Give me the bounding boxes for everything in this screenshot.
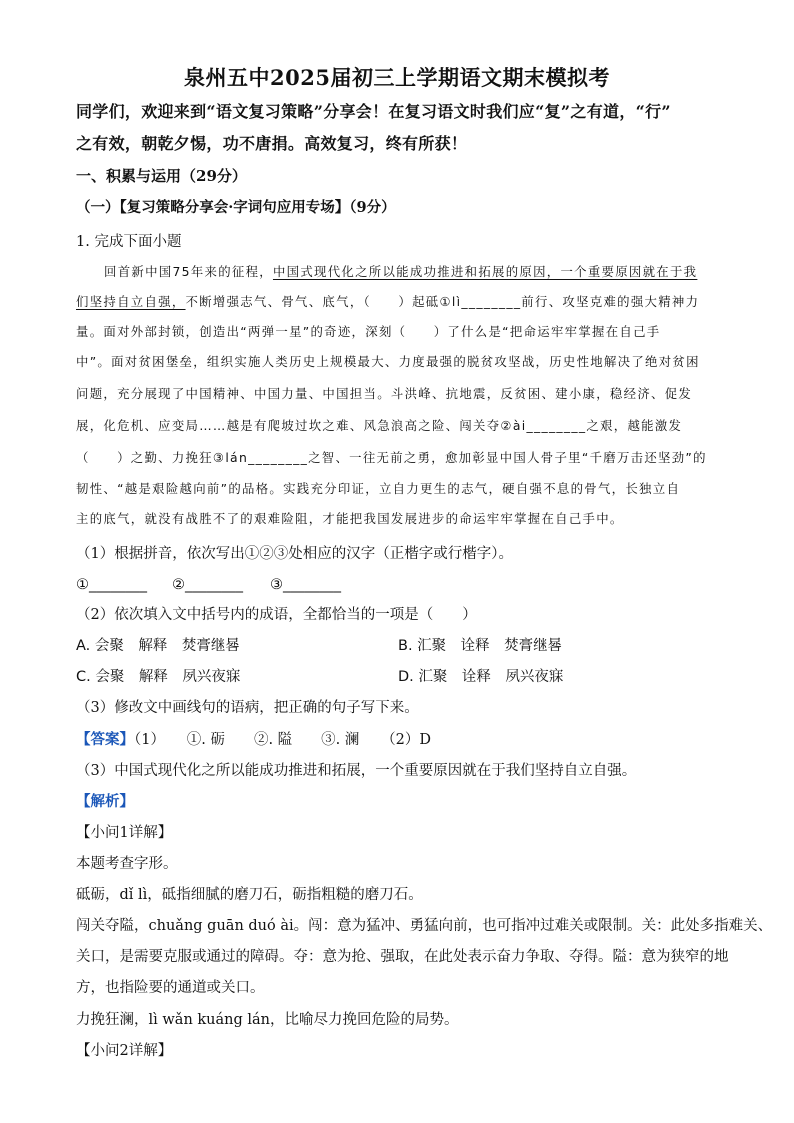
passage-line-9: 主的底气，就没有战胜不了的艰难险阻，才能把我国发展进步的命运牢牢掌握在自己手中。 xyxy=(76,511,624,526)
sub-question-3: （3）修改文中画线句的语病，把正确的句子写下来。 xyxy=(76,700,419,716)
answer-text: （1） ①. 砺 ②. 隘 ③. 澜 （2）D xyxy=(134,732,431,748)
subsection-heading: （一）【复习策略分享会·字词句应用专场】（9分） xyxy=(76,199,396,216)
answer-line xyxy=(76,730,431,750)
blank-2: ②________ xyxy=(172,577,243,593)
detail-heading-1: 【小问1详解】 xyxy=(76,825,173,841)
analysis-label: 【解析】 xyxy=(76,793,134,810)
option-b: B. 汇聚 诠释 焚膏继晷 xyxy=(398,638,563,654)
blank-3: ③________ xyxy=(270,577,341,593)
passage-line-6: 展，化危机、应变局……越是有爬坡过坎之难、风急浪高之险、闯关夺②ài________之艰，越能激发 xyxy=(76,418,683,433)
sub-question-1: （1）根据拼音，依次写出①②③处相应的汉字（正楷字或行楷字）。 xyxy=(76,546,513,562)
intro-line-2: 之有效，朝乾夕惕，功不唐捐。高效复习，终有所获！ xyxy=(76,134,468,153)
underlined-sentence: 中国式现代化之所以能成功推进和拓展的原因，一个重要原因就在于我 xyxy=(272,264,698,279)
passage-line-3: 量。面对外部封锁，创造出“两弹一星”的奇迹，深刻（ ）了什么是“把命运牢牢掌握在自己手 xyxy=(76,324,661,339)
analysis-text-3: 闯关夺隘，chuǎng guān duó ài。闯：意为猛冲、勇猛向前，也可指冲过难关或限制。关：此处多指难关、 xyxy=(76,918,773,934)
analysis-text-2: 砥砺，dǐ lì，砥指细腻的磨刀石，砺指粗糙的磨刀石。 xyxy=(76,887,423,903)
analysis-text-4: 关口，是需要克服或通过的障碍。夺：意为抢、强取，在此处表示奋力争取、夺得。隘：意为狭窄的地 xyxy=(76,949,729,965)
analysis-text-1: 本题考查字形。 xyxy=(76,856,178,872)
passage-line-5: 问题，充分展现了中国精神、中国力量、中国担当。斗洪峰、抗地震，反贫困、建小康，稳经济、促发 xyxy=(76,386,693,401)
analysis-text-5: 方，也指险要的通道或关口。 xyxy=(76,980,265,996)
passage-line-8: 韧性、“越是艰险越向前”的品格。实践充分印证，立自力更生的志气，硬自强不息的骨气，长独立自 xyxy=(76,481,681,496)
passage-line-1 xyxy=(104,262,697,282)
underlined-sentence: 们坚持自立自强， xyxy=(76,294,186,309)
option-a: A. 会聚 解释 焚膏继晷 xyxy=(76,638,240,654)
option-d: D. 汇聚 诠释 夙兴夜寐 xyxy=(398,669,564,685)
passage-text: 回首新中国75年来的征程， xyxy=(104,264,273,279)
question-1-stem: 1. 完成下面小题 xyxy=(76,234,182,250)
passage-line-7: （ ）之勤、力挽狂③lán________之智、一往无前之勇，愈加彰显中国人骨子里“千磨万击还坚劲”的 xyxy=(76,450,707,465)
answer-line-2: （3）中国式现代化之所以能成功推进和拓展，一个重要原因就在于我们坚持自立自强。 xyxy=(76,763,637,779)
section-heading: 一、积累与运用（29分） xyxy=(76,167,247,185)
passage-text: 不断增强志气、骨气、底气，（ ）起砥①lì________前行、攻坚克难的强大精神力 xyxy=(185,294,700,309)
sub-question-2: （2）依次填入文中括号内的成语，全都恰当的一项是（ ） xyxy=(76,607,477,623)
option-c: C. 会聚 解释 夙兴夜寐 xyxy=(76,669,241,685)
blank-1: ①________ xyxy=(76,577,147,593)
passage-line-2 xyxy=(76,292,699,312)
answer-label: 【答案】 xyxy=(76,731,134,748)
passage-line-4: 中”。面对贫困堡垒，组织实施人类历史上规模最大、力度最强的脱贫攻坚战，历史性地解决了绝对贫困 xyxy=(76,354,700,369)
page-title: 泉州五中2025届初三上学期语文期末模拟考 xyxy=(184,65,610,90)
intro-line-1: 同学们，欢迎来到“语文复习策略”分享会！在复习语文时我们应“复”之有道，“行” xyxy=(76,102,671,121)
analysis-text-6: 力挽狂澜，lì wǎn kuáng lán，比喻尽力挽回危险的局势。 xyxy=(76,1012,459,1028)
detail-heading-2: 【小问2详解】 xyxy=(76,1043,173,1059)
